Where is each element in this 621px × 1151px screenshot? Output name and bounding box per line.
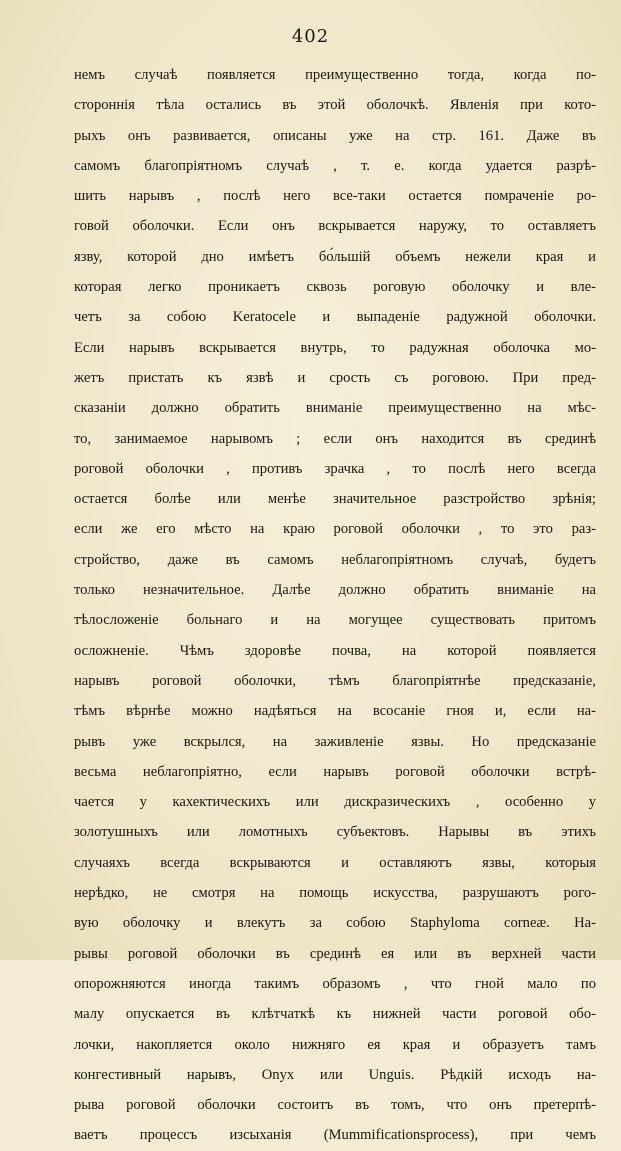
text-line: стройство, даже въ самомъ неблагопріятномъ случаѣ, будетъ: [74, 551, 596, 568]
text-line: то, занимаемое нарывомъ ; если онъ находится въ срединѣ: [74, 430, 596, 447]
text-line: случаяхъ всегда вскрываются и оставляютъ язвы, которыя: [74, 854, 596, 871]
text-line: самомъ благопріятномъ случаѣ , т. е. когда удается разрѣ-: [74, 157, 596, 174]
text-line: жетъ пристать къ язвѣ и срость съ роговою. При пред-: [74, 369, 596, 386]
text-line: чается у кахектическихъ или дискразическихъ , особенно у: [74, 794, 596, 811]
text-line: рыхъ онъ развивается, описаны уже на стр. 161. Даже въ: [74, 127, 596, 144]
text-line: говой оболочки. Если онъ вскрывается наружу, то оставляетъ: [74, 218, 596, 235]
text-line: опорожняются иногда такимъ образомъ , что гной мало по: [74, 975, 596, 992]
text-line: тѣлосложеніе больнаго и на могущее существовать притомъ: [74, 612, 596, 629]
text-line: рыва роговой оболочки состоитъ въ томъ, что онъ претерпѣ-: [74, 1097, 596, 1114]
body-text: [74, 60, 596, 1151]
text-line: нерѣдко, не смотря на помощь искусства, разрушаютъ рого-: [74, 885, 596, 902]
text-line: немъ случаѣ появляется преимущественно тогда, когда по-: [74, 67, 596, 83]
text-line: ваетъ процессъ изсыханія (Mummificationsprocess), при чемъ: [74, 1127, 596, 1144]
text-line: конгестивный нарывъ, Onyx или Unguis. Рѣдкій исходъ на-: [74, 1066, 596, 1083]
text-line: которая легко проникаетъ сквозь роговую оболочку и вле-: [74, 279, 596, 296]
text-line: весьма неблагопріятно, если нарывъ роговой оболочки встрѣ-: [74, 763, 596, 780]
text-line: осложненіе. Чѣмъ здоровѣе почва, на которой появляется: [74, 642, 596, 659]
text-line: только незначительное. Далѣе должно обратить вниманіе на: [74, 582, 596, 599]
text-line: стороннія тѣла остались въ этой оболочкѣ. Явленія при кото-: [74, 97, 596, 114]
text-line: вую оболочку и влекутъ за собою Staphyloma corneæ. На-: [74, 915, 596, 932]
text-line: роговой оболочки , противъ зрачка , то послѣ него всегда: [74, 460, 596, 477]
text-line: золотушныхъ или ломотныхъ субъектовъ. Нарывы въ этихъ: [74, 824, 596, 841]
text-line: нарывъ роговой оболочки, тѣмъ благопріятнѣе предсказаніе,: [74, 672, 596, 689]
page-number: 402: [291, 26, 330, 47]
text-line: четъ за собою Keratocele и выпаденіе радужной оболочки.: [74, 309, 596, 326]
text-line: малу опускается въ клѣтчаткѣ къ нижней части роговой обо-: [74, 1006, 596, 1023]
text-line: лочки, накопляется около нижняго ея края и образуетъ тамъ: [74, 1036, 596, 1053]
text-line: язву, которой дно имѣетъ бо́льшій объемъ нежели края и: [74, 248, 596, 265]
text-line: рывы роговой оболочки въ срединѣ ея или въ верхней части: [74, 945, 596, 962]
text-line: сказаніи должно обратить вниманіе преимущественно на мѣс-: [74, 400, 596, 417]
text-line: рывъ уже вскрылся, на заживленіе язвы. Но предсказаніе: [74, 733, 596, 750]
text-line: если же его мѣсто на краю роговой оболочки , то это раз-: [74, 521, 596, 538]
text-line: Если нарывъ вскрывается внутрь, то радужная оболочка мо-: [74, 339, 596, 356]
text-line: шить нарывъ , послѣ него все-таки остается помраченіе ро-: [74, 188, 596, 205]
text-line: остается болѣе или менѣе значительное разстройство зрѣнія;: [74, 491, 596, 508]
text-line: тѣмъ вѣрнѣе можно надѣяться на всосаніе гноя и, если на-: [74, 703, 596, 720]
